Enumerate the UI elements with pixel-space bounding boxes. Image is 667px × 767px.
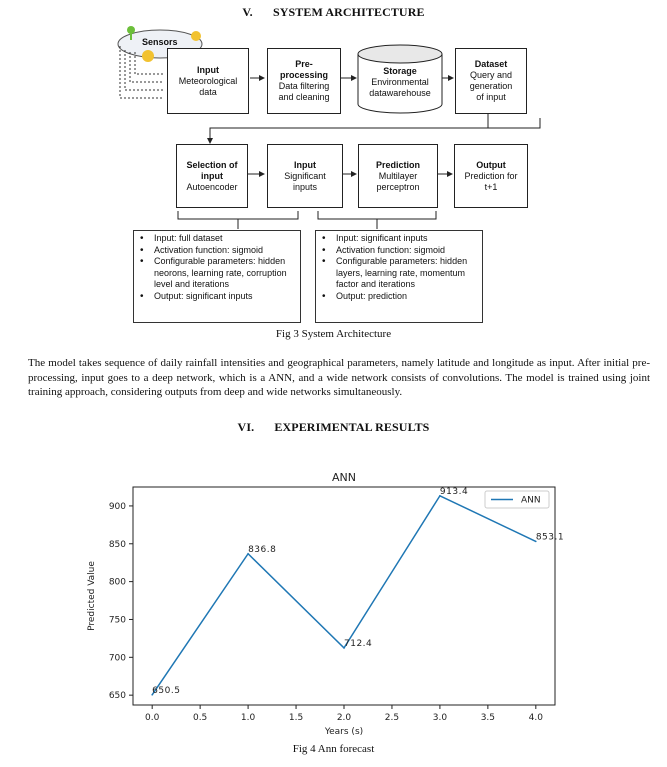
x-axis-label: Years (s) bbox=[324, 727, 364, 737]
data-label: 836.8 bbox=[248, 544, 277, 555]
box-title: Selection of input bbox=[186, 159, 238, 181]
chart-title: ANN bbox=[332, 471, 356, 484]
x-tick-label: 4.0 bbox=[528, 713, 543, 723]
box-title: Output bbox=[476, 159, 506, 170]
box-line: Prediction for bbox=[464, 170, 518, 181]
x-tick-label: 3.5 bbox=[480, 713, 496, 723]
x-tick-label: 0.5 bbox=[192, 713, 208, 723]
box-line: Multilayer bbox=[378, 170, 418, 181]
storage-box bbox=[357, 44, 443, 114]
ann-series-line bbox=[152, 496, 536, 695]
y-axis-label: Predicted Value bbox=[87, 561, 97, 631]
list-item: • Output: significant inputs bbox=[154, 291, 296, 303]
box-line: Data filtering bbox=[278, 81, 330, 91]
data-label: 650.5 bbox=[152, 685, 181, 696]
box-title: Pre- processing bbox=[279, 59, 328, 80]
x-tick-label: 2.0 bbox=[336, 713, 352, 723]
y-tick-label: 700 bbox=[108, 653, 126, 664]
architecture-diagram bbox=[0, 0, 667, 330]
box-line: perceptron bbox=[376, 181, 420, 192]
section-number: VI. bbox=[237, 420, 255, 434]
box-title: Storage bbox=[383, 66, 417, 76]
box-title: Input bbox=[197, 64, 219, 75]
box-line: data bbox=[199, 86, 217, 97]
section-number: V. bbox=[242, 5, 253, 19]
section-heading-results bbox=[0, 420, 667, 435]
y-tick-label: 650 bbox=[108, 691, 126, 702]
y-tick-label: 750 bbox=[108, 615, 126, 626]
box-line: Query and bbox=[469, 70, 513, 80]
y-tick-label: 900 bbox=[108, 501, 126, 512]
list-item: • Configurable parameters: hidden layers, learning rate, momentum factor and iterations bbox=[336, 256, 478, 291]
box-title: Input bbox=[294, 159, 316, 170]
list-item: • Output: prediction bbox=[336, 291, 478, 303]
box-line: t+1 bbox=[484, 181, 498, 192]
ann-forecast-chart bbox=[0, 460, 667, 740]
box-line: Significant bbox=[284, 170, 326, 181]
box-line: and cleaning bbox=[278, 92, 330, 102]
body-paragraph: The model takes sequence of daily rainfall intensities and geographical parameters, namely latitude and longitude as input. After initial pre-processing, input goes to a deep network, which is a ANN, and a wide network consists of convolutions. The model is trained using joint training approach, considering outputs from deep and wide networks simultaneously. bbox=[28, 357, 650, 398]
box-title: Dataset bbox=[474, 59, 508, 69]
box-line: datawarehouse bbox=[369, 88, 431, 98]
input-box bbox=[167, 48, 249, 114]
autoencoder-details bbox=[133, 230, 301, 323]
data-label: 712.4 bbox=[344, 638, 373, 649]
x-tick-label: 3.0 bbox=[432, 713, 448, 723]
figure-caption: Fig 3 System Architecture bbox=[275, 328, 392, 340]
data-label: 913.4 bbox=[439, 486, 469, 497]
list-item: • Activation function: sigmoid bbox=[154, 245, 296, 257]
box-line: generation bbox=[469, 81, 513, 91]
figure-caption: Fig 4 Ann forecast bbox=[292, 743, 375, 755]
selection-box bbox=[176, 144, 248, 208]
section-title: SYSTEM ARCHITECTURE bbox=[272, 5, 425, 19]
box-line: inputs bbox=[292, 181, 318, 192]
section-title: EXPERIMENTAL RESULTS bbox=[274, 420, 430, 434]
box-title: Prediction bbox=[375, 159, 420, 170]
box-line: Meteorological bbox=[178, 75, 238, 86]
prediction-box bbox=[358, 144, 438, 208]
x-tick-label: 1.5 bbox=[288, 713, 304, 723]
list-item: • Input: full dataset bbox=[154, 233, 296, 245]
significant-input-box bbox=[267, 144, 343, 208]
x-tick-label: 0.0 bbox=[145, 713, 160, 723]
x-tick-label: 1.0 bbox=[240, 713, 256, 723]
y-tick-label: 850 bbox=[108, 539, 126, 550]
preprocessing-box bbox=[267, 48, 341, 114]
perceptron-details bbox=[315, 230, 483, 323]
box-line: Autoencoder bbox=[186, 181, 238, 192]
data-label: 853.1 bbox=[535, 532, 565, 543]
box-line: Environmental bbox=[371, 77, 429, 87]
list-item: • Configurable parameters: hidden neorons, learning rate, corruption level and iterations bbox=[154, 256, 296, 291]
sensors-label: Sensors bbox=[142, 37, 178, 47]
box-line: of input bbox=[476, 92, 506, 102]
list-item: • Input: significant inputs bbox=[336, 233, 478, 245]
y-tick-label: 800 bbox=[108, 577, 126, 588]
output-box bbox=[454, 144, 528, 208]
x-tick-label: 2.5 bbox=[384, 713, 400, 723]
list-item: • Activation function: sigmoid bbox=[336, 245, 478, 257]
dataset-box bbox=[455, 48, 527, 114]
legend-label: ANN bbox=[521, 495, 541, 506]
